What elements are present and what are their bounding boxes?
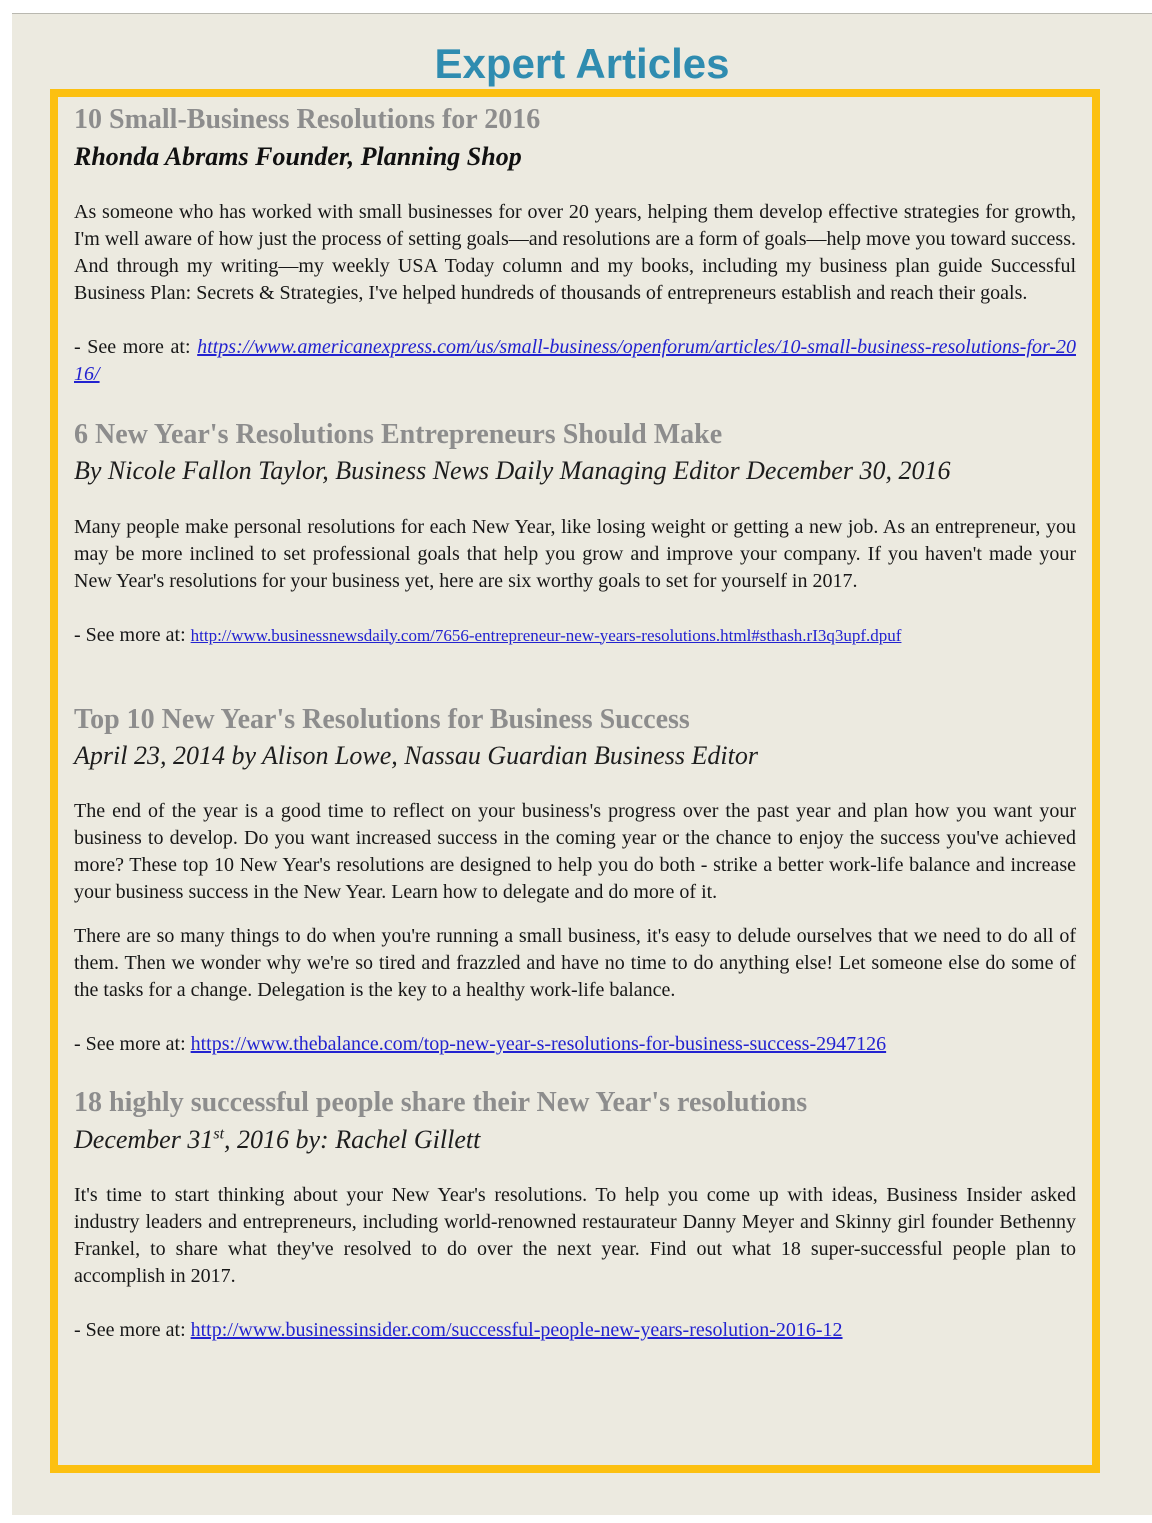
article-link[interactable]: https://www.thebalance.com/top-new-year-s-resolutions-for-business-success-2947126 <box>190 1033 887 1056</box>
byline-author: , 2016 by: Rachel Gillett <box>224 1124 481 1154</box>
see-more-prefix: - See more at: <box>74 1033 191 1056</box>
article-byline: Rhonda Abrams Founder, Planning Shop <box>74 141 522 171</box>
article-2 <box>74 418 1076 649</box>
article-link[interactable]: https://www.americanexpress.com/us/small-business/openforum/articles/10-small-business-resolutions-for-2016/ <box>74 335 1076 385</box>
article-byline: By Nicole Fallon Taylor, Business News Daily Managing Editor December 30, 2016 <box>74 456 951 486</box>
byline-date: December 31 <box>74 1124 214 1154</box>
article-link[interactable]: http://www.businessinsider.com/successful-people-new-years-resolution-2016-12 <box>190 1319 843 1342</box>
see-more-prefix: - See more at: <box>74 335 198 358</box>
article-heading: 6 New Year's Resolutions Entrepreneurs Should Make <box>74 418 723 450</box>
page-title: Expert Articles <box>434 40 730 87</box>
article-heading: Top 10 New Year's Resolutions for Business Success <box>74 703 690 735</box>
page-panel <box>12 13 1152 1515</box>
article-paragraph: Many people make personal resolutions for each New Year, like losing weight or getting a new job. As an entrepreneur, you may be more inclined to set professional goals that help you grow and improve your company. If you haven't made your New Year's resolutions for your business yet, here are six worthy goals to set for yourself in 2017. <box>74 515 1076 592</box>
article-paragraph: It's time to start thinking about your New Year's resolutions. To help you come up with ideas, Business Insider asked industry leaders and entrepreneurs, including world-renowned restaurateur Danny Meyer and Skinny girl founder Bethenny Frankel, to share what they've resolved to do over the next year. Find out what 18 super-successful people plan to accomplish in 2017. <box>74 1184 1076 1288</box>
article-4 <box>74 1086 1076 1344</box>
article-byline <box>74 1124 1076 1155</box>
article-byline: April 23, 2014 by Alison Lowe, Nassau Guardian Business Editor <box>74 741 758 771</box>
articles-box <box>50 89 1100 1473</box>
article-link[interactable]: http://www.businessnewsdaily.com/7656-entrepreneur-new-years-resolutions.html#sthash.rI3q3upf.dpuf <box>190 625 902 645</box>
byline-ordinal-suffix: st <box>213 1125 225 1143</box>
see-more-prefix: - See more at: <box>74 1319 191 1342</box>
article-1 <box>74 103 1076 388</box>
article-paragraph: The end of the year is a good time to reflect on your business's progress over the past year and plan how you want your business to develop. Do you want increased success in the coming year or the chance to enjoy the success you've achieved more? These top 10 New Year's resolutions are designed to help you do both - strike a better work-life balance and increase your business success in the New Year. Learn how to delegate and do more of it. <box>74 800 1076 904</box>
article-heading: 10 Small-Business Resolutions for 2016 <box>74 104 541 135</box>
see-more-line <box>74 334 1076 388</box>
see-more-line <box>74 622 1076 649</box>
see-more-prefix: - See more at: <box>74 623 191 646</box>
article-3 <box>74 703 1076 1059</box>
article-paragraph: There are so many things to do when you're running a small business, it's easy to delude ourselves that we need to do all of them. Then we wonder why we're so tired and frazzled and have no time to do anything else! Let someone else do some of the tasks for a change. Delegation is the key to a healthy work-life balance. <box>74 925 1076 1002</box>
article-heading: 18 highly successful people share their New Year's resolutions <box>74 1087 808 1119</box>
article-paragraph: As someone who has worked with small businesses for over 20 years, helping them develop effective strategies for growth, I'm well aware of how just the process of setting goals—and resolutions are a form of goals—help move you toward success. And through my writing—my weekly USA Today column and my books, including my business plan guide Successful Business Plan: Secrets & Strategies, I've helped hundreds of thousands of entrepreneurs establish and reach their goals. <box>74 200 1076 304</box>
see-more-line <box>74 1031 1076 1058</box>
see-more-line <box>74 1317 1076 1344</box>
